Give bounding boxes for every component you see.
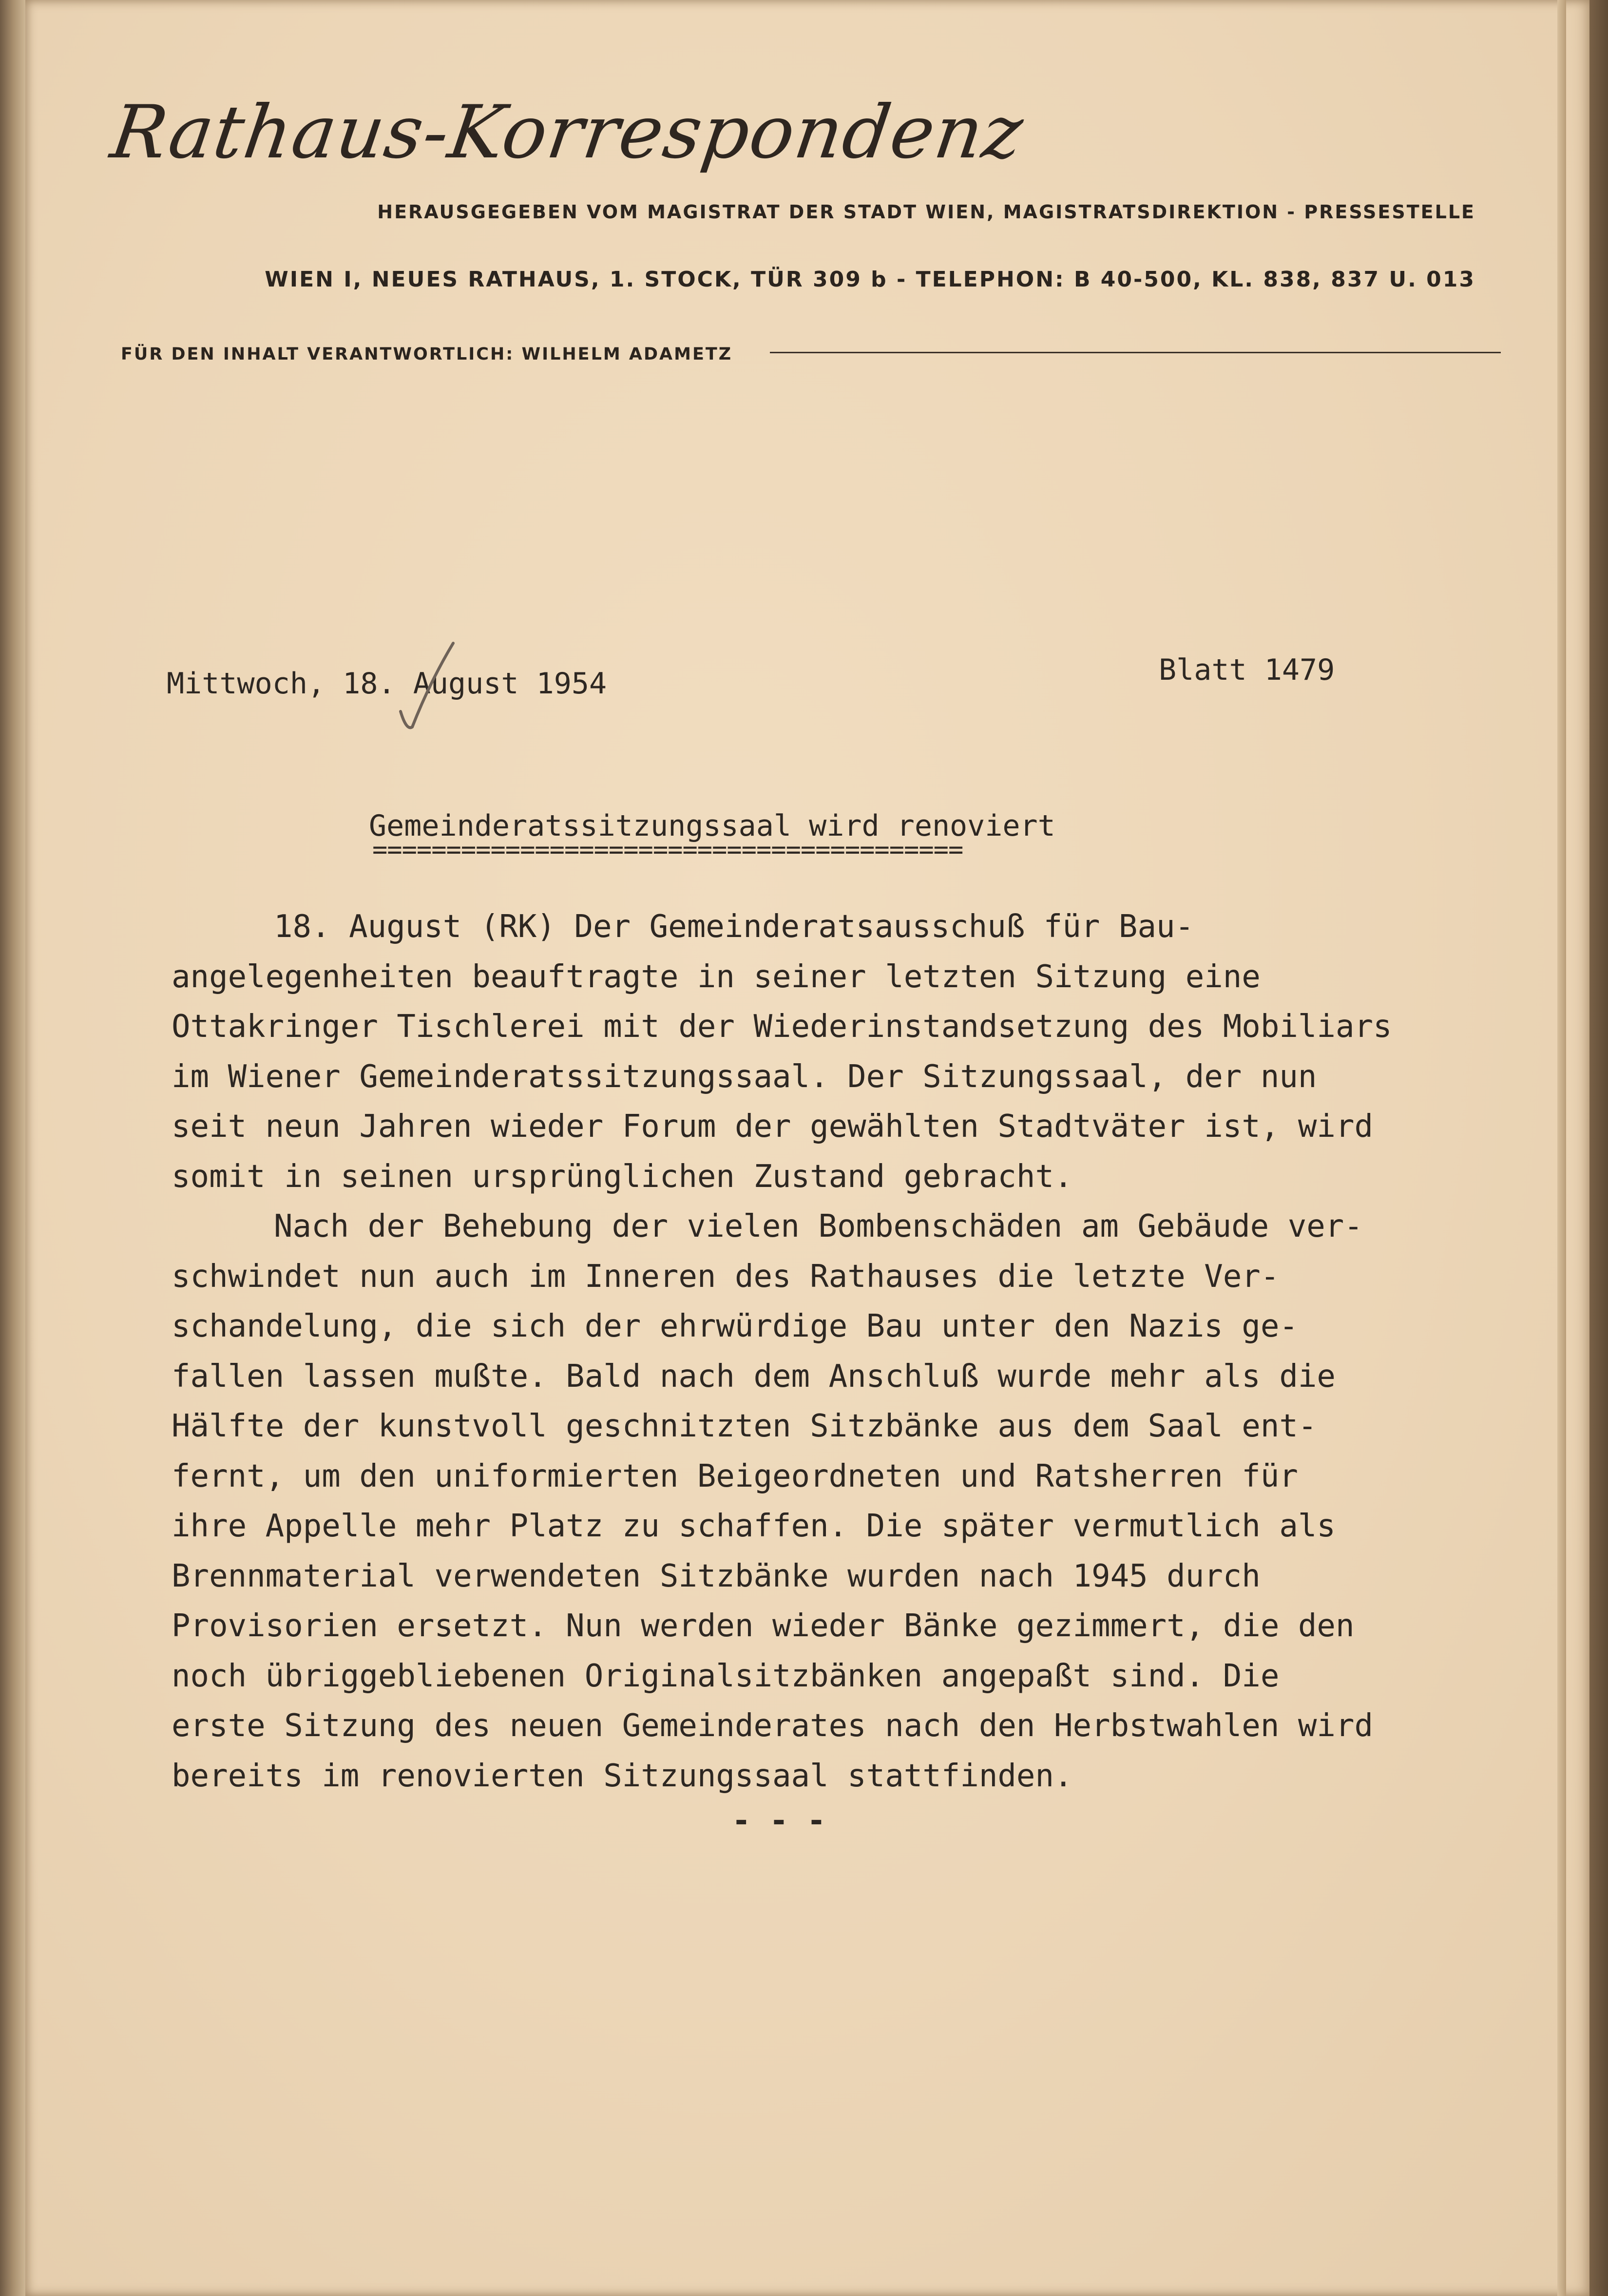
article-line: bereits im renovierten Sitzungssaal stattfinden.: [172, 1758, 1073, 1794]
publisher-line: HERAUSGEGEBEN VOM MAGISTRAT DER STADT WIEN, MAGISTRATSDIREKTION - PRESSESTELLE: [377, 201, 1475, 223]
sheet-number: Blatt 1479: [1159, 653, 1335, 687]
article-line: angelegenheiten beauftragte in seiner letzten Sitzung eine: [172, 958, 1261, 995]
document-page: [25, 0, 1589, 2296]
article-title: Gemeinderatssitzungssaal wird renoviert: [369, 809, 1055, 843]
article-line: erste Sitzung des neuen Gemeinderates nach den Herbstwahlen wird: [172, 1708, 1373, 1744]
title-underline: ========================================: [372, 835, 963, 864]
article-line: Hälfte der kunstvoll geschnitzten Sitzbänke aus dem Saal ent-: [172, 1408, 1317, 1444]
article-line: ihre Appelle mehr Platz zu schaffen. Die später vermutlich als: [172, 1508, 1336, 1544]
article-line: Nach der Behebung der vielen Bombenschäden am Gebäude ver-: [274, 1208, 1363, 1244]
article-line: 18. August (RK) Der Gemeinderatsausschuß für Bau-: [274, 909, 1194, 945]
article-line: seit neun Jahren wieder Forum der gewählten Stadtväter ist, wird: [172, 1109, 1373, 1145]
end-mark: - - -: [732, 1803, 826, 1839]
article-line: somit in seinen ursprünglichen Zustand gebracht.: [172, 1158, 1073, 1195]
article-line: Brennmaterial verwendeten Sitzbänke wurden nach 1945 durch: [172, 1558, 1261, 1594]
article-line: schandelung, die sich der ehrwürdige Bau unter den Nazis ge-: [172, 1308, 1298, 1344]
article-line: schwindet nun auch im Inneren des Rathauses die letzte Ver-: [172, 1258, 1280, 1295]
issue-date: Mittwoch, 18. August 1954: [167, 667, 607, 701]
page-edge: [1557, 0, 1566, 2296]
article-line: fernt, um den uniformierten Beigeordneten und Ratsherren für: [172, 1458, 1298, 1494]
address-line: WIEN I, NEUES RATHAUS, 1. STOCK, TÜR 309 b - TELEPHON: B 40-500, KL. 838, 837 U. 013: [265, 267, 1475, 292]
letterhead-rule: [770, 352, 1501, 353]
article-line: Provisorien ersetzt. Nun werden wieder Bänke gezimmert, die den: [172, 1608, 1355, 1644]
pencil-check-mark: [396, 638, 459, 736]
article-line: noch übriggebliebenen Originalsitzbänken angepaßt sind. Die: [172, 1658, 1280, 1694]
article-line: Ottakringer Tischlerei mit der Wiederinstandsetzung des Mobiliars: [172, 1009, 1392, 1045]
responsible-editor-line: FÜR DEN INHALT VERANTWORTLICH: WILHELM ADAMETZ: [121, 344, 733, 364]
masthead-title: Rathaus-Korrespondenz: [106, 90, 1029, 175]
book-spine: [0, 0, 29, 2296]
article-line: fallen lassen mußte. Bald nach dem Anschluß wurde mehr als die: [172, 1358, 1336, 1395]
article-line: im Wiener Gemeinderatssitzungssaal. Der Sitzungssaal, der nun: [172, 1058, 1317, 1095]
scan-backdrop: [1589, 0, 1608, 2296]
